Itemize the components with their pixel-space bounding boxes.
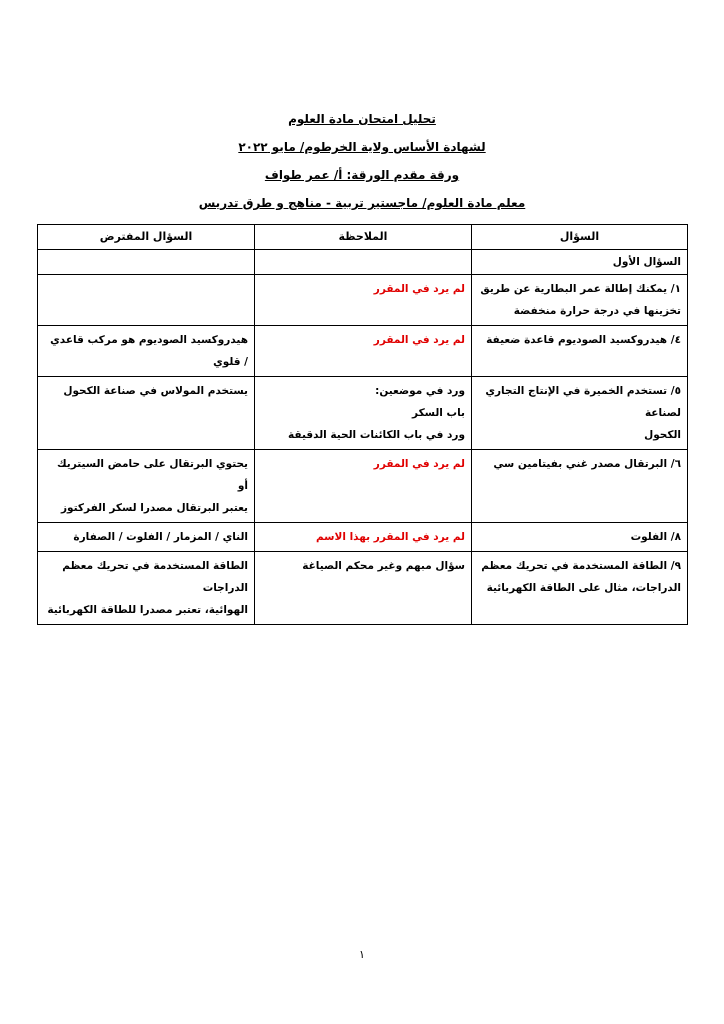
question-cell bbox=[472, 377, 688, 450]
suggested-cell bbox=[38, 377, 255, 450]
suggested-cell-line: يستخدم المولاس في صناعة الكحول bbox=[63, 385, 248, 397]
table-row bbox=[38, 275, 688, 326]
note-cell-line: لم يرد في المقرر بهذا الاسم bbox=[315, 531, 465, 543]
header-question: السؤال bbox=[472, 225, 688, 250]
question-cell bbox=[472, 275, 688, 326]
note-cell-line: لم يرد في المقرر bbox=[373, 283, 465, 295]
empty-cell bbox=[255, 250, 472, 275]
page-number: ١ bbox=[359, 948, 365, 961]
analysis-table bbox=[37, 224, 688, 625]
note-cell bbox=[255, 450, 472, 523]
table-row bbox=[38, 326, 688, 377]
suggested-cell bbox=[38, 552, 255, 625]
suggested-cell-line: هيدروكسيد الصوديوم هو مركب قاعدي / قلوي bbox=[50, 334, 248, 368]
note-cell bbox=[255, 275, 472, 326]
question-cell-line: الكحول bbox=[644, 429, 681, 441]
question-cell-line: تخزينها في درجة حرارة منخفضة bbox=[513, 305, 681, 317]
header-suggested: السؤال المفترض bbox=[38, 225, 255, 250]
note-cell-line: ورد في موضعين: bbox=[375, 385, 465, 397]
suggested-cell-line: الطاقة المستخدمة في تحريك معظم الدراجات bbox=[62, 560, 248, 594]
document-subtitle: لشهادة الأساس ولاية الخرطوم/ مايو ٢٠٢٢ bbox=[238, 140, 486, 154]
suggested-cell bbox=[38, 523, 255, 552]
note-cell-line: باب السكر bbox=[412, 407, 465, 419]
table-row bbox=[38, 552, 688, 625]
suggested-cell-line: الناي / المزمار / الفلوت / الصفارة bbox=[73, 531, 248, 543]
question-cell-line: ٦/ البرتقال مصدر غني بفيتامين سي bbox=[493, 458, 681, 470]
suggested-cell bbox=[38, 275, 255, 326]
table-row bbox=[38, 523, 688, 552]
empty-cell bbox=[38, 250, 255, 275]
suggested-cell-line: يحتوي البرتقال على حامض السيتريك bbox=[56, 458, 248, 470]
section-row bbox=[38, 250, 688, 275]
note-cell-line: ورد في باب الكائنات الحية الدقيقة bbox=[288, 429, 465, 441]
table-header-row bbox=[38, 225, 688, 250]
note-cell bbox=[255, 377, 472, 450]
question-cell-line: ١/ يمكنك إطالة عمر البطارية عن طريق bbox=[480, 283, 681, 295]
note-cell bbox=[255, 326, 472, 377]
suggested-cell-line: أو bbox=[237, 480, 248, 492]
document-title: تحليل امتحان مادة العلوم bbox=[288, 112, 436, 126]
note-cell-line: سؤال مبهم وغير محكم الصياغة bbox=[302, 560, 465, 572]
question-cell-line: الدراجات، مثال على الطاقة الكهربائية bbox=[486, 582, 681, 594]
note-cell-line: لم يرد في المقرر bbox=[373, 334, 465, 346]
question-cell-line: ٥/ تستخدم الخميرة في الإنتاج التجاري لصناعة bbox=[485, 385, 681, 419]
question-cell bbox=[472, 326, 688, 377]
note-cell bbox=[255, 552, 472, 625]
question-cell bbox=[472, 523, 688, 552]
note-cell-line: لم يرد في المقرر bbox=[373, 458, 465, 470]
question-cell-line: ٤/ هيدروكسيد الصوديوم قاعدة ضعيفة bbox=[486, 334, 681, 346]
question-cell-line: ٩/ الطاقة المستخدمة في تحريك معظم bbox=[481, 560, 681, 572]
author-line: ورقة مقدم الورقة: أ/ عمر طواف bbox=[264, 168, 460, 182]
suggested-cell bbox=[38, 450, 255, 523]
question-cell-line: ٨/ الفلوت bbox=[630, 531, 681, 543]
suggested-cell bbox=[38, 326, 255, 377]
note-cell bbox=[255, 523, 472, 552]
question-cell bbox=[472, 450, 688, 523]
suggested-cell-line: الهوائية، تعتبر مصدرا للطاقة الكهربائية bbox=[47, 604, 248, 616]
header-note: الملاحظة bbox=[255, 225, 472, 250]
table-row bbox=[38, 450, 688, 523]
section-title: السؤال الأول bbox=[472, 250, 688, 275]
question-cell bbox=[472, 552, 688, 625]
author-credentials: معلم مادة العلوم/ ماجستير تربية - مناهج و طرق تدريس bbox=[198, 196, 526, 210]
suggested-cell-line: يعتبر البرتقال مصدرا لسكر الفركتوز bbox=[61, 502, 248, 514]
table-row bbox=[38, 377, 688, 450]
